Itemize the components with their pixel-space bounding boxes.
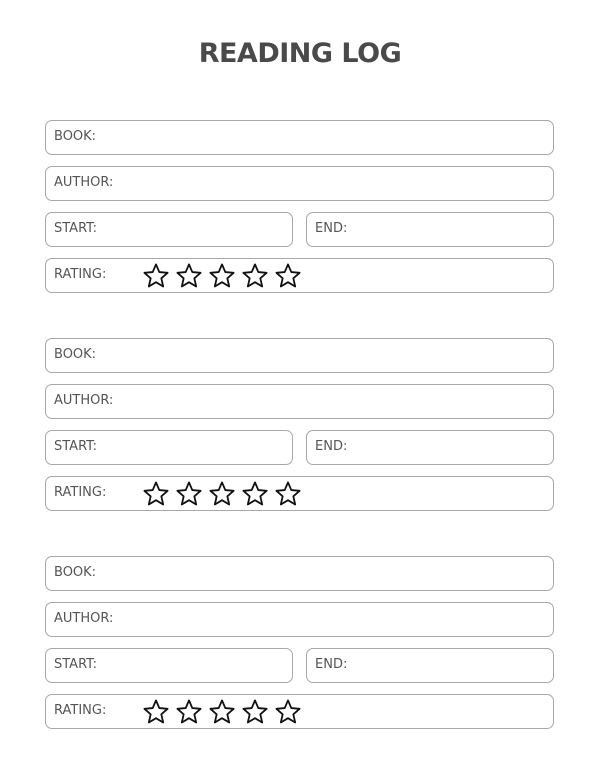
book-label: BOOK: xyxy=(54,565,97,580)
start-date-field[interactable] xyxy=(45,648,293,683)
star-icon[interactable] xyxy=(241,262,269,290)
star-icon[interactable] xyxy=(274,480,302,508)
star-icon[interactable] xyxy=(208,262,236,290)
start-date-field[interactable] xyxy=(45,212,293,247)
book-field[interactable] xyxy=(45,556,554,591)
end-label: END: xyxy=(315,221,348,236)
rating-label: RATING: xyxy=(54,267,107,282)
rating-label: RATING: xyxy=(54,485,107,500)
author-field[interactable] xyxy=(45,384,554,419)
start-label: START: xyxy=(54,657,98,672)
end-label: END: xyxy=(315,439,348,454)
end-date-field[interactable] xyxy=(306,648,554,683)
rating-field xyxy=(45,476,554,511)
star-icon[interactable] xyxy=(241,480,269,508)
book-label: BOOK: xyxy=(54,129,97,144)
star-icon[interactable] xyxy=(142,480,170,508)
star-icon[interactable] xyxy=(142,262,170,290)
author-label: AUTHOR: xyxy=(54,393,114,408)
star-icon[interactable] xyxy=(175,480,203,508)
star-icon[interactable] xyxy=(208,698,236,726)
start-label: START: xyxy=(54,221,98,236)
reading-entry-3 xyxy=(45,556,554,728)
author-label: AUTHOR: xyxy=(54,175,114,190)
book-field[interactable] xyxy=(45,338,554,373)
star-icon[interactable] xyxy=(241,698,269,726)
book-field[interactable] xyxy=(45,120,554,155)
reading-entry-1 xyxy=(45,120,554,292)
start-date-field[interactable] xyxy=(45,430,293,465)
author-field[interactable] xyxy=(45,602,554,637)
book-label: BOOK: xyxy=(54,347,97,362)
rating-field xyxy=(45,258,554,293)
end-date-field[interactable] xyxy=(306,212,554,247)
page-title: READING LOG xyxy=(198,38,402,69)
star-icon[interactable] xyxy=(274,262,302,290)
author-field[interactable] xyxy=(45,166,554,201)
rating-label: RATING: xyxy=(54,703,107,718)
star-icon[interactable] xyxy=(142,698,170,726)
star-icon[interactable] xyxy=(274,698,302,726)
rating-field xyxy=(45,694,554,729)
start-label: START: xyxy=(54,439,98,454)
end-label: END: xyxy=(315,657,348,672)
star-icon[interactable] xyxy=(208,480,236,508)
star-icon[interactable] xyxy=(175,262,203,290)
star-icon[interactable] xyxy=(175,698,203,726)
author-label: AUTHOR: xyxy=(54,611,114,626)
end-date-field[interactable] xyxy=(306,430,554,465)
reading-entry-2 xyxy=(45,338,554,510)
